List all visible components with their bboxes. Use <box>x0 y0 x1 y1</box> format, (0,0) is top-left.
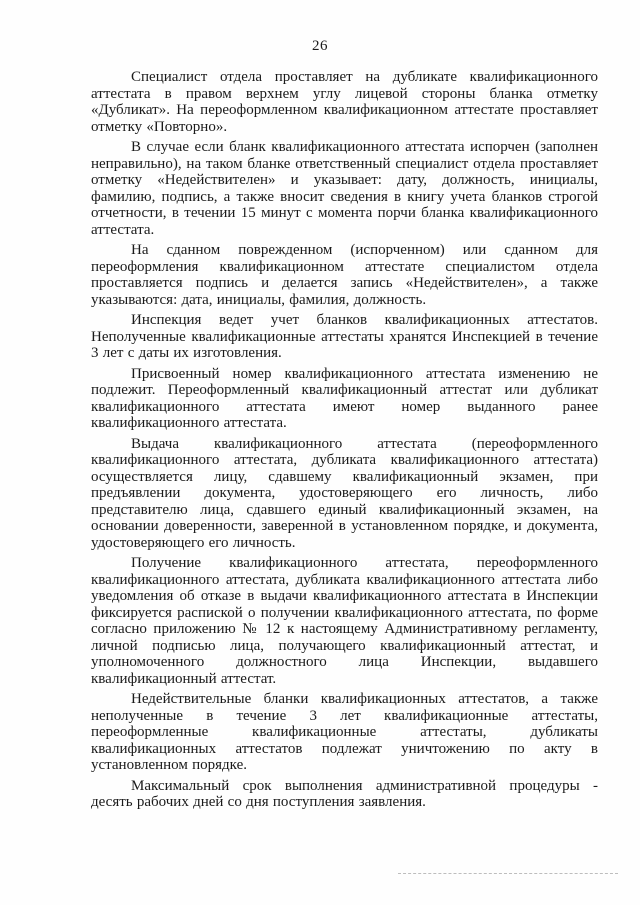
paragraph-destruction: Недействительные бланки квалификационных аттестатов, а также неполученные в течение 3 лет квалификационные аттестаты, переоформленные квалификационные аттестаты, дубликаты квалификационных аттестатов подлежат уничтожению по акту в установленном порядке. <box>91 691 598 773</box>
paragraph-issuance: Выдача квалификационного аттестата (переоформленного квалификационного аттестата, дубликата квалификационного аттестата) осуществляется лицу, сдавшему квалификационный экзамен, при предъявлении документа, удостоверяющего его личность, либо представителю лица, сдавшего единый квалификационный экзамен, на основании доверенности, заверенной в установленном порядке, и документа, удостоверяющего его личность. <box>91 435 598 551</box>
paragraph-duplicate-mark: Специалист отдела проставляет на дубликате квалификационного аттестата в правом верхнем углу лицевой стороны бланка отметку «Дубликат». На переоформленном квалификационном аттестате проставляет отметку «Повторно». <box>91 69 598 135</box>
paragraph-spoiled-blank: В случае если бланк квалификационного аттестата испорчен (заполнен неправильно), на таком бланке ответственный специалист отдела проставляет отметку «Недействителен» и указывает: дату, должность, инициалы, фамилию, подпись, а также вносит сведения в книгу учета бланков строгой отчетности, в течении 15 минут с момента порчи бланка квалификационного аттестата. <box>91 139 598 238</box>
page-number: 26 <box>312 38 328 54</box>
paragraph-inspection-records: Инспекция ведет учет бланков квалификационных аттестатов. Неполученные квалификационные аттестаты хранятся Инспекцией в течение 3 лет с даты их изготовления. <box>91 312 598 361</box>
paragraph-damaged-certificate: На сданном поврежденном (испорченном) или сданном для переоформления квалификационном аттестате специалистом отдела проставляется подпись и делается запись «Недействителен», а также указываются: дата, инициалы, фамилия, должность. <box>91 242 598 308</box>
document-body <box>91 69 598 815</box>
paragraph-assigned-number: Присвоенный номер квалификационного аттестата изменению не подлежит. Переоформленный квалификационный аттестат или дубликат квалификационного аттестата имеют номер выданного ранее квалификационного аттестата. <box>91 365 598 431</box>
paragraph-max-term: Максимальный срок выполнения административной процедуры - десять рабочих дней со дня поступления заявления. <box>91 777 598 810</box>
footer-divider <box>398 873 618 874</box>
paragraph-receipt: Получение квалификационного аттестата, переоформленного квалификационного аттестата, дубликата квалификационного аттестата либо уведомления об отказе в выдачи квалификационного аттестата в Инспекции фиксируется распиской о получении квалификационного аттестата, по форме согласно приложению № 12 к настоящему Административному регламенту, личной подписью лица, получающего квалификационный аттестат, и уполномоченного должностного лица Инспекции, выдавшего квалификационный аттестат. <box>91 555 598 687</box>
